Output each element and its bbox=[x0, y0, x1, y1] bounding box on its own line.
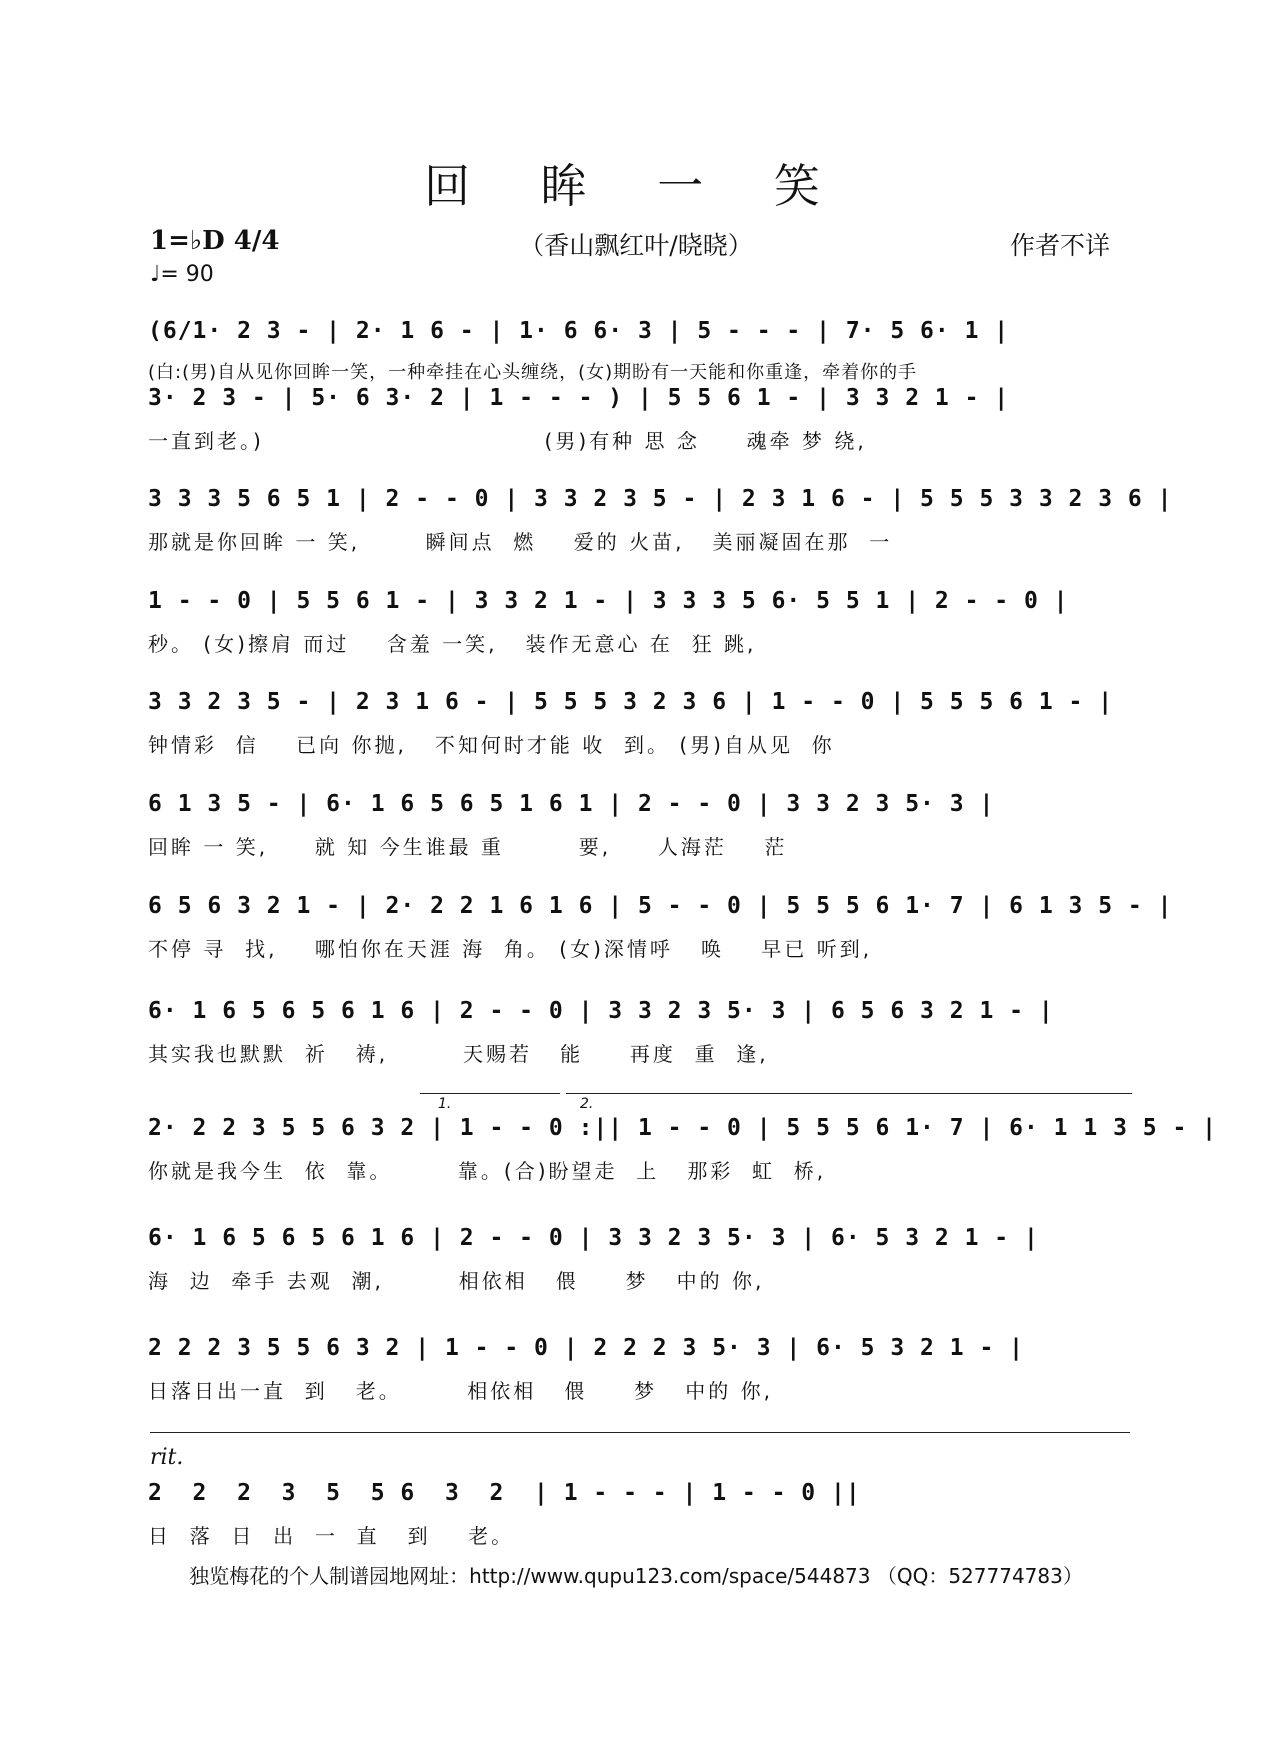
score-system-3 bbox=[148, 486, 1173, 566]
score-system-9 bbox=[148, 1115, 1217, 1195]
lyrics-line: 不停 寻 找, 哪怕你在天涯 海 角。 (女)深情呼 唤 早已 听到, bbox=[148, 937, 873, 961]
score-system-10 bbox=[148, 1225, 1126, 1305]
rit-bracket bbox=[150, 1432, 1130, 1433]
lyrics-line: 钟情彩 信 已向 你抛, 不知何时才能 收 到。 (男)自从见 你 bbox=[148, 733, 835, 757]
notation-line: 6 5 6 3 2 1 - | 2· 2 2 1 6 1 6 | 5 - - 0 | 5 5 5 6 1· 7 | 6 1 3 5 - | bbox=[148, 893, 1173, 919]
lyrics-line: 海 边 牵手 去观 潮, 相依相 偎 梦 中的 你, bbox=[148, 1269, 765, 1293]
key-signature: 1=♭D 4/4 bbox=[150, 226, 280, 256]
score-system-6 bbox=[148, 791, 1126, 871]
score-system-12 bbox=[148, 1480, 1126, 1560]
notation-line: (6/1· 2 3 - | 2· 1 6 - | 1· 6 6· 3 | 5 - - - | 7· 5 6· 1 | bbox=[148, 318, 1010, 344]
notation-line: 2 2 2 3 5 5 6 3 2 | 1 - - 0 | 2 2 2 3 5· 3 | 6· 5 3 2 1 - | bbox=[148, 1335, 1024, 1361]
notation-line: 2 2 2 3 5 5 6 3 2 | 1 - - - | 1 - - 0 || bbox=[148, 1480, 861, 1506]
lyrics-line: (白:(男)自从见你回眸一笑，一种牵挂在心头缠绕，(女)期盼有一天能和你重逢，牵着你的手 bbox=[148, 362, 918, 383]
song-title: 回 眸 一 笑 bbox=[424, 159, 848, 213]
first-ending-bracket bbox=[420, 1093, 560, 1094]
notation-line: 3 3 2 3 5 - | 2 3 1 6 - | 5 5 5 3 2 3 6 | 1 - - 0 | 5 5 5 6 1 - | bbox=[148, 689, 1114, 715]
rit-marking: rit. bbox=[150, 1445, 184, 1470]
lyrics-line: 你就是我今生 依 靠。 靠。(合)盼望走 上 那彩 虹 桥, bbox=[148, 1159, 827, 1183]
second-ending-label: 2. bbox=[580, 1096, 594, 1112]
notation-line: 6 1 3 5 - | 6· 1 6 5 6 5 1 6 1 | 2 - - 0 | 3 3 2 3 5· 3 | bbox=[148, 791, 995, 817]
notation-line: 3· 2 3 - | 5· 6 3· 2 | 1 - - - ) | 5 5 6 1 - | 3 3 2 1 - | bbox=[148, 385, 1010, 411]
lyrics-line: 日 落 日 出 一 直 到 老。 bbox=[148, 1524, 515, 1548]
author: 作者不详 bbox=[1010, 231, 1111, 260]
notation-line: 1 - - 0 | 5 5 6 1 - | 3 3 2 1 - | 3 3 3 5 6· 5 5 1 | 2 - - 0 | bbox=[148, 588, 1069, 614]
lyrics-line: 秒。 (女)擦肩 而过 含羞 一笑, 装作无意心 在 狂 跳, bbox=[148, 632, 757, 656]
second-ending-bracket bbox=[566, 1093, 1132, 1094]
first-ending-label: 1. bbox=[438, 1096, 452, 1112]
tempo-marking: ♩= 90 bbox=[150, 262, 214, 287]
subtitle: （香山飘红叶/晓晓） bbox=[519, 231, 753, 260]
lyrics-line: 日落日出一直 到 老。 相依相 偎 梦 中的 你, bbox=[148, 1379, 773, 1403]
notation-line: 6· 1 6 5 6 5 6 1 6 | 2 - - 0 | 3 3 2 3 5· 3 | 6· 5 3 2 1 - | bbox=[148, 1225, 1039, 1251]
score-system-2 bbox=[148, 385, 1126, 465]
score-system-4 bbox=[148, 588, 1126, 668]
score-system-11 bbox=[148, 1335, 1126, 1415]
notation-line: 6· 1 6 5 6 5 6 1 6 | 2 - - 0 | 3 3 2 3 5· 3 | 6 5 6 3 2 1 - | bbox=[148, 998, 1054, 1024]
score-system-8 bbox=[148, 998, 1126, 1078]
notation-line: 3 3 3 5 6 5 1 | 2 - - 0 | 3 3 2 3 5 - | 2 3 1 6 - | 5 5 5 3 3 2 3 6 | bbox=[148, 486, 1173, 512]
footer-credit: 独览梅花的个人制谱园地网址：http://www.qupu123.com/space/544873 （QQ：527774783） bbox=[189, 1564, 1083, 1588]
lyrics-line: 一直到老。) (男)有种 思 念 魂牵 梦 绕, bbox=[148, 429, 867, 453]
score-system-7 bbox=[148, 893, 1173, 973]
lyrics-line: 那就是你回眸 一 笑, 瞬间点 燃 爱的 火苗, 美丽凝固在那 一 bbox=[148, 530, 893, 554]
notation-line: 2· 2 2 3 5 5 6 3 2 | 1 - - 0 :|| 1 - - 0 | 5 5 5 6 1· 7 | 6· 1 1 3 5 - | bbox=[148, 1115, 1217, 1141]
lyrics-line: 回眸 一 笑, 就 知 今生谁最 重 要, 人海茫 茫 bbox=[148, 835, 788, 859]
score-system-5 bbox=[148, 689, 1126, 769]
lyrics-line: 其实我也默默 祈 祷, 天赐若 能 再度 重 逢, bbox=[148, 1042, 769, 1066]
